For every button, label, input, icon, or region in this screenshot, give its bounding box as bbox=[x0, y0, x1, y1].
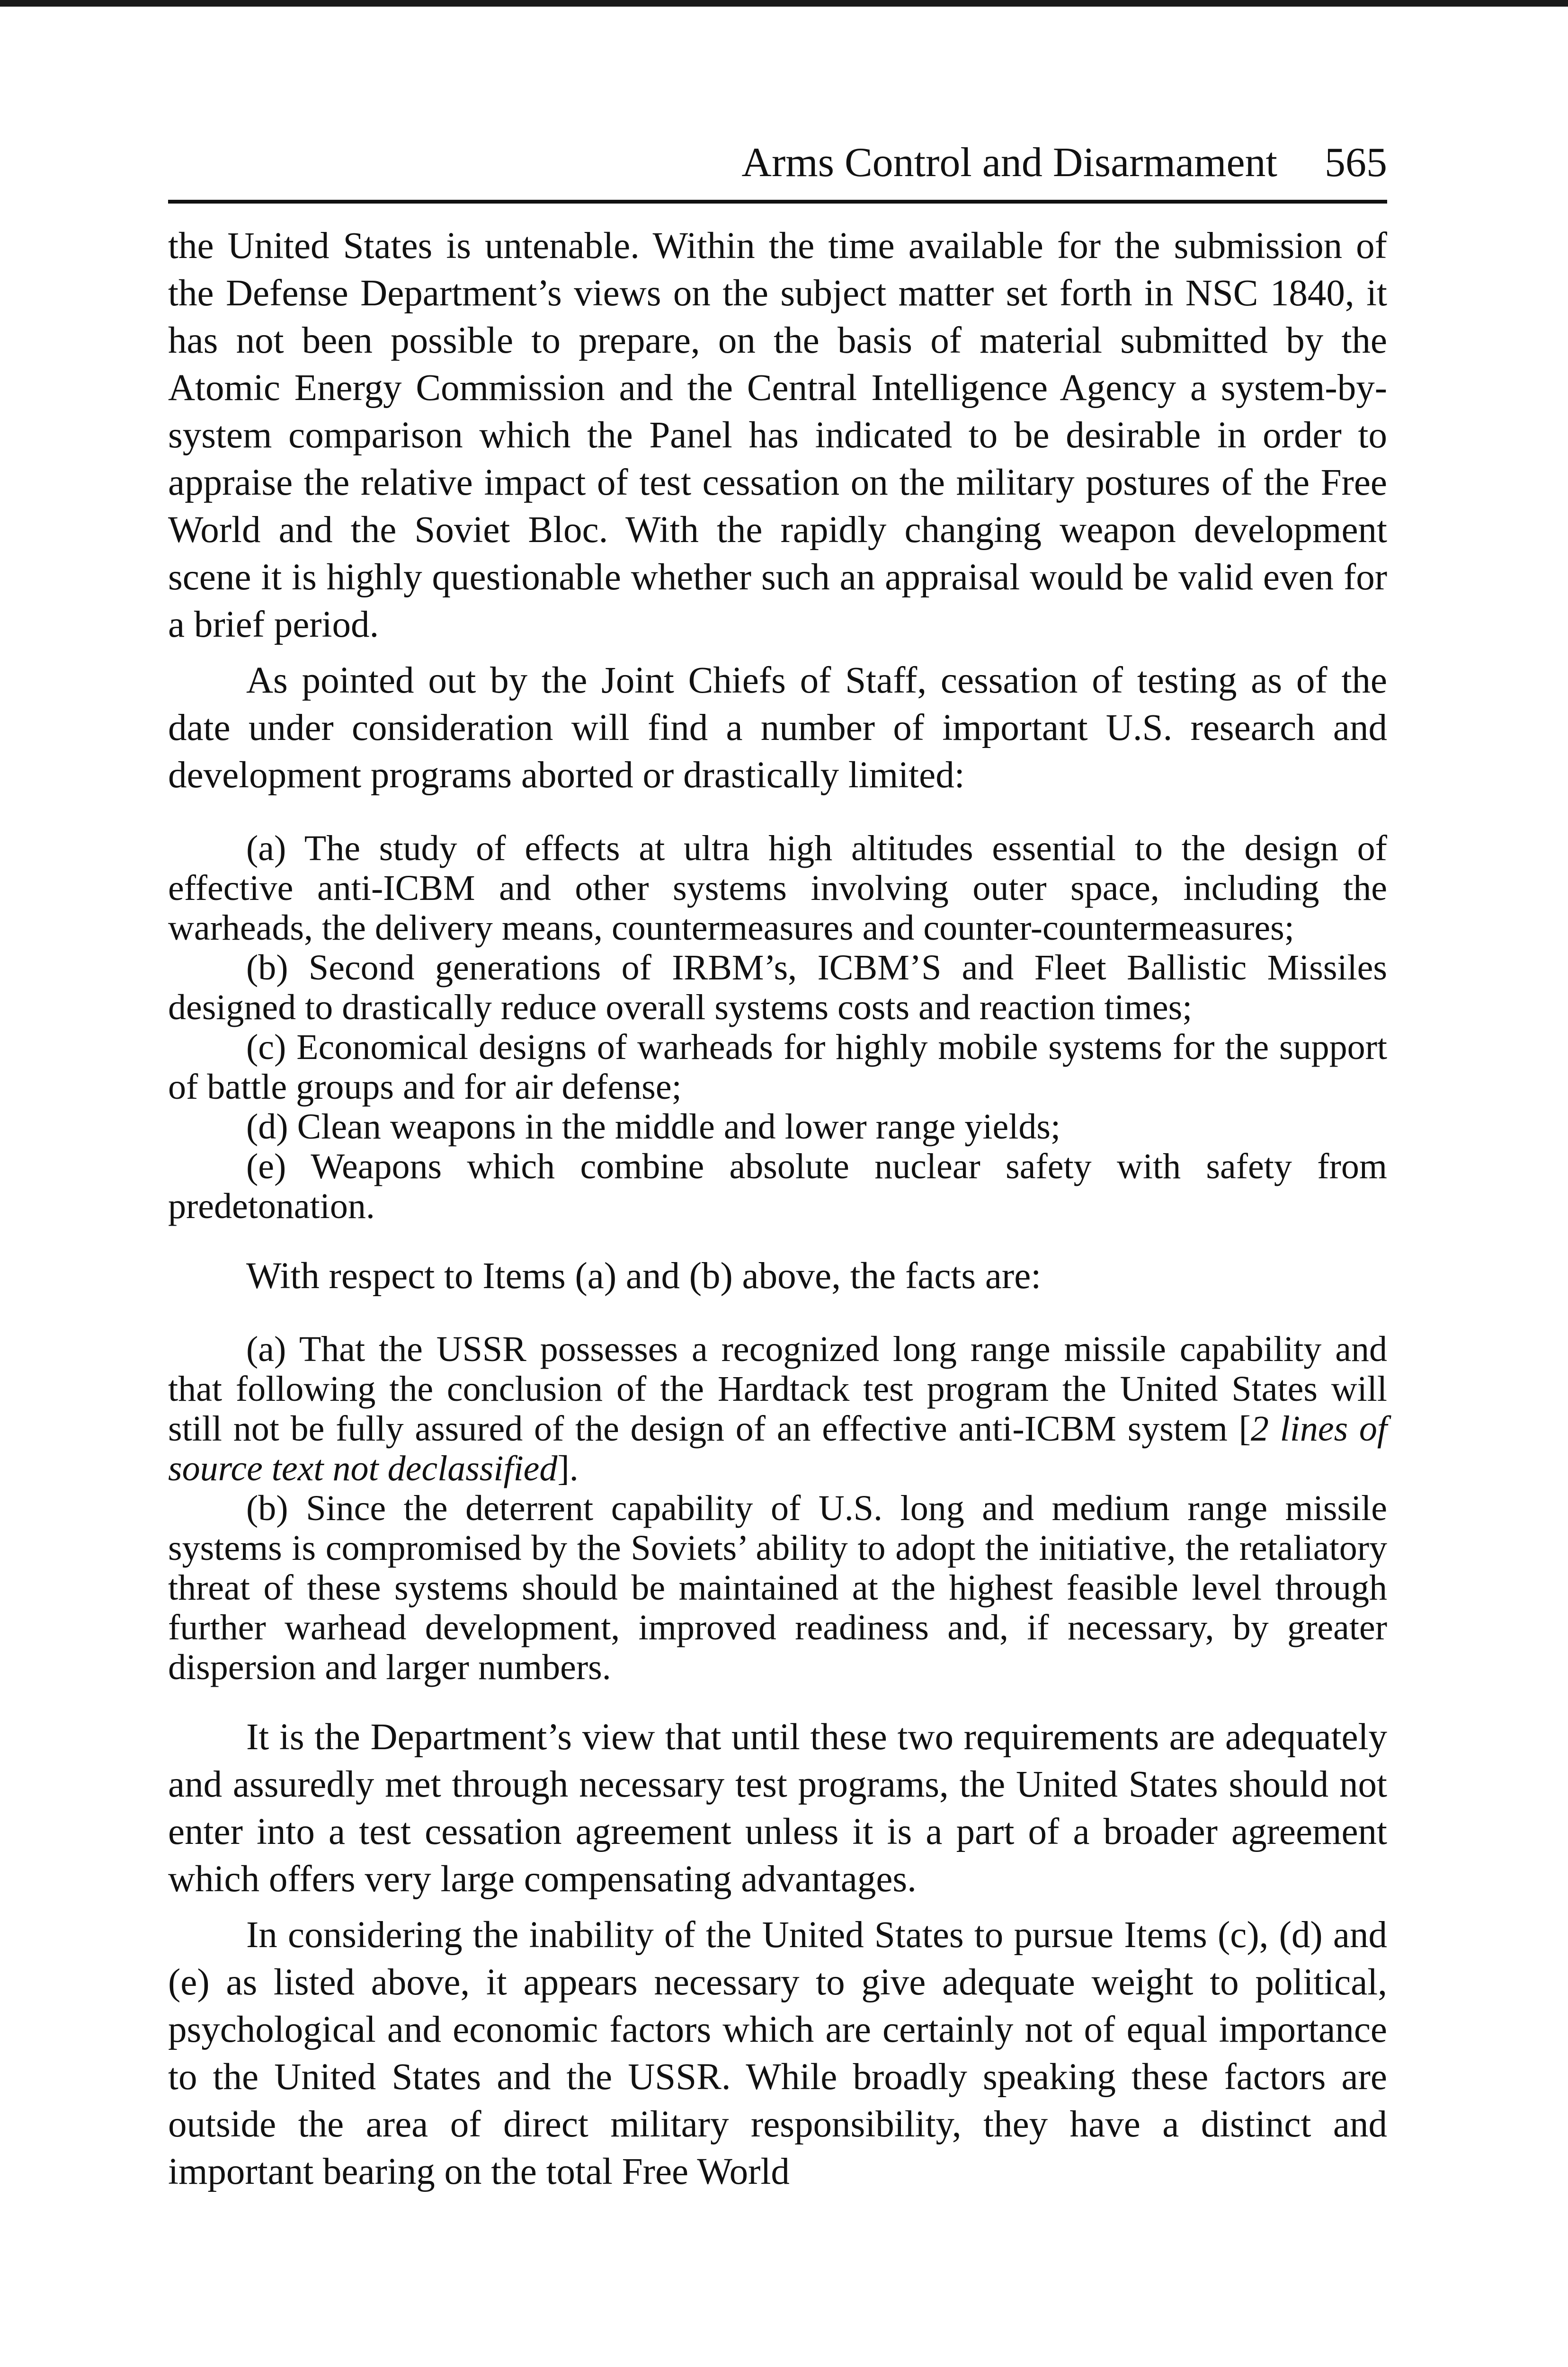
scan-top-edge bbox=[0, 0, 1568, 7]
header-rule bbox=[168, 200, 1387, 204]
list-item-fact-b: (b) Since the deterrent capability of U.S. long and medium range missile systems is compromised by the Soviets’ ability to adopt the initiative, the retaliatory threat of these systems should be maintained at the highest feasible level through further warhead development, improved readiness and, if necessary, by greater dispersion and larger numbers. bbox=[168, 1488, 1387, 1687]
facts-list bbox=[168, 1329, 1387, 1687]
paragraph-department-view: It is the Department’s view that until these two requirements are adequately and assuredly met through necessary test programs, the United States should not enter into a test cessation agreement unless it is a part of a broader agreement which offers very large compensating advantages. bbox=[168, 1717, 1387, 1900]
list-item-program-e: (e) Weapons which combine absolute nuclear safety with safety from predetonation. bbox=[168, 1147, 1387, 1226]
list-item-program-c: (c) Economical designs of warheads for highly mobile systems for the support of battle groups and for air defense; bbox=[168, 1027, 1387, 1107]
paragraph-considering-items: In considering the inability of the United States to pursue Items (c), (d) and (e) as listed above, it appears necessary to give adequate weight to political, psychological and economic factors which are certainly not of equal importance to the United States and the USSR. While broadly speaking these factors are outside the area of direct military responsibility, they have a distinct and important bearing on the total Free World bbox=[168, 1914, 1387, 2192]
paragraph-programs-intro: As pointed out by the Joint Chiefs of Staff, cessation of testing as of the date under consideration will find a number of important U.S. research and development programs aborted or drastically limited: bbox=[168, 660, 1387, 796]
fact-a-text: (a) That the USSR possesses a recognized long range missile capability and that following the conclusion of the Hardtack test program the United States will still not be fully assured of the design of an effective anti-ICBM system [ bbox=[168, 1329, 1387, 1449]
editorial-note: 2 lines of source text not declassified bbox=[168, 1409, 1387, 1488]
list-item-program-b: (b) Second generations of IRBM’s, ICBM’S and Fleet Ballistic Missiles designed to drastically reduce overall systems costs and reaction times; bbox=[168, 948, 1387, 1027]
list-item-program-a: (a) The study of effects at ultra high altitudes essential to the design of effective anti-ICBM and other systems involving outer space, including the warheads, the delivery means, countermeasures and counter-countermeasures; bbox=[168, 828, 1387, 948]
running-head-title: Arms Control and Disarmament bbox=[741, 140, 1277, 186]
list-item-fact-a bbox=[168, 1329, 1387, 1488]
running-head bbox=[168, 142, 1387, 198]
page-number: 565 bbox=[1325, 140, 1387, 186]
paragraph-facts-intro: With respect to Items (a) and (b) above, the facts are: bbox=[246, 1255, 1042, 1297]
document-page bbox=[168, 142, 1387, 2196]
fact-a-end: ]. bbox=[557, 1449, 579, 1488]
list-item-program-d: (d) Clean weapons in the middle and lower range yields; bbox=[246, 1107, 1061, 1147]
programs-list bbox=[168, 828, 1387, 1226]
paragraph-continuation: the United States is untenable. Within the time available for the submission of the Defense Department’s views on the subject matter set forth in NSC 1840, it has not been possible to prepare, on the basis of material submitted by the Atomic Energy Commission and the Central Intelligence Agency a system-by-system comparison which the Panel has indicated to be desirable in order to appraise the relative impact of test cessation on the military postures of the Free World and the Soviet Bloc. With the rapidly changing weapon development scene it is highly questionable whether such an appraisal would be valid even for a brief period. bbox=[168, 225, 1387, 645]
body-text bbox=[168, 222, 1387, 2196]
